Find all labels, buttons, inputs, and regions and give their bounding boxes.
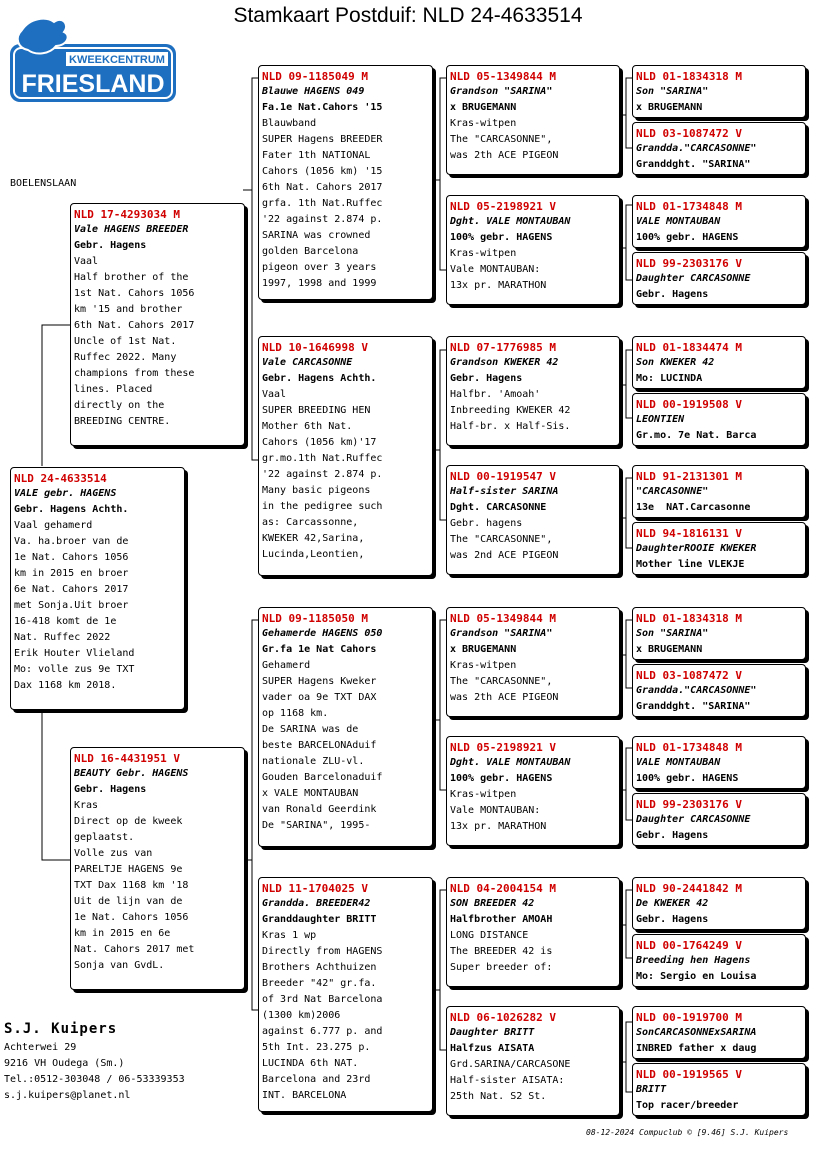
pedigree-card-gen4[interactable] xyxy=(632,877,806,930)
pigeon-info-line: Vaal gehamerd xyxy=(14,520,93,531)
pigeon-info-line: Ruffec 2022. Many xyxy=(74,352,177,363)
pigeon-name: Breeding hen Hagens xyxy=(636,955,751,966)
pigeon-info-line: Kras xyxy=(74,800,99,811)
ring-number: NLD 07-1776985 M xyxy=(450,341,556,354)
ring-number: NLD 05-1349844 M xyxy=(450,612,556,625)
pigeon-info-line: Mother 6th Nat. xyxy=(262,421,353,432)
pedigree-card-gen3[interactable] xyxy=(446,1006,620,1116)
pigeon-name: VALE gebr. HAGENS xyxy=(14,488,117,499)
pigeon-info-line: champions from these xyxy=(74,368,195,379)
pigeon-info-line: 100% gebr. HAGENS xyxy=(636,232,739,243)
pigeon-info-line: x BRUGEMANN xyxy=(450,644,517,655)
footer-credit: 08-12-2024 Compuclub © [9.46] S.J. Kuipers xyxy=(586,1128,789,1137)
pigeon-info-line: grfa. 1th Nat.Ruffec xyxy=(262,198,383,209)
ring-number: NLD 00-1919508 V xyxy=(636,398,742,411)
pigeon-info-line: nationale ZLU-vl. xyxy=(262,756,365,767)
pedigree-card-gen4[interactable] xyxy=(632,607,806,660)
pigeon-info-line: met Sonja.Uit broer xyxy=(14,600,129,611)
pigeon-info-line: Kras-witpen xyxy=(450,248,517,259)
pigeon-info-line: The "CARCASONNE", xyxy=(450,534,553,545)
ring-number: NLD 04-2004154 M xyxy=(450,882,556,895)
pigeon-info-line: km in 2015 en 6e xyxy=(74,928,171,939)
ring-number: NLD 06-1026282 V xyxy=(450,1011,556,1024)
pedigree-card-gen4[interactable] xyxy=(632,122,806,175)
pigeon-info-line: as: Carcassonne, xyxy=(262,517,359,528)
pigeon-name: Blauwe HAGENS 049 xyxy=(262,86,365,97)
pedigree-card-gen4[interactable] xyxy=(632,522,806,575)
pigeon-name: SonCARCASONNExSARINA xyxy=(636,1027,757,1038)
pigeon-info-line: Va. ha.broer van de xyxy=(14,536,129,547)
pigeon-info-line: Half-br. x Half-Sis. xyxy=(450,421,571,432)
pigeon-info-line: 6e Nat. Cahors 2017 xyxy=(14,584,129,595)
pigeon-info-line: 13x pr. MARATHON xyxy=(450,280,547,291)
pigeon-info-line: Fa.1e Nat.Cahors '15 xyxy=(262,102,383,113)
pigeon-info-line: Halfzus AISATA xyxy=(450,1043,535,1054)
owner-block xyxy=(4,1018,185,1104)
pigeon-info-line: Granddght. "SARINA" xyxy=(636,159,751,170)
pigeon-name: Son "SARINA" xyxy=(636,86,709,97)
pigeon-name: Dght. VALE MONTAUBAN xyxy=(450,757,571,768)
ring-number: NLD 01-1834318 M xyxy=(636,70,742,83)
pigeon-info-line: Cahors (1056 km)'17 xyxy=(262,437,377,448)
pigeon-info-line: Barcelona and 23rd xyxy=(262,1074,371,1085)
pigeon-info-line: 100% gebr. HAGENS xyxy=(450,773,553,784)
ring-number: NLD 05-2198921 V xyxy=(450,741,556,754)
ring-number: NLD 09-1185049 M xyxy=(262,70,368,83)
ring-number: NLD 17-4293034 M xyxy=(74,208,180,221)
pedigree-card-dam-sire[interactable] xyxy=(258,607,433,847)
ring-number: NLD 90-2441842 M xyxy=(636,882,742,895)
pigeon-info-line: Cahors (1056 km) '15 xyxy=(262,166,383,177)
pigeon-info-line: '22 against 2.874 p. xyxy=(262,214,383,225)
pigeon-info-line: x BRUGEMANN xyxy=(636,102,703,113)
pigeon-info-line: 1997, 1998 and 1999 xyxy=(262,278,377,289)
pigeon-info-line: Kras-witpen xyxy=(450,789,517,800)
pigeon-info-line: TXT Dax 1168 km '18 xyxy=(74,880,189,891)
pigeon-info-line: Direct op de kweek xyxy=(74,816,183,827)
ring-number: NLD 11-1704025 V xyxy=(262,882,368,895)
owner-address-line: 9216 VH Oudega (Sm.) xyxy=(4,1058,125,1069)
pigeon-info-line: against 6.777 p. and xyxy=(262,1026,383,1037)
pigeon-info-line: 1e Nat. Cahors 1056 xyxy=(14,552,129,563)
pigeon-info-line: SUPER BREEDING HEN xyxy=(262,405,371,416)
pigeon-info-line: Dax 1168 km 2018. xyxy=(14,680,117,691)
pigeon-info-line: Gouden Barcelonaduif xyxy=(262,772,383,783)
owner-email: s.j.kuipers@planet.nl xyxy=(4,1090,131,1101)
pigeon-info-line: Kras-witpen xyxy=(450,660,517,671)
pigeon-info-line: PARELTJE HAGENS 9e xyxy=(74,864,183,875)
pigeon-info-line: van Ronald Geerdink xyxy=(262,804,377,815)
pigeon-info-line: directly on the xyxy=(74,400,165,411)
pigeon-info-line: in the pedigree such xyxy=(262,501,383,512)
pigeon-name: Daughter CARCASONNE xyxy=(636,814,751,825)
pigeon-info-line: BREEDING CENTRE. xyxy=(74,416,171,427)
pigeon-name: BEAUTY Gebr. HAGENS xyxy=(74,768,189,779)
pigeon-info-line: Vaal xyxy=(262,389,287,400)
pigeon-info-line: vader oa 9e TXT DAX xyxy=(262,692,377,703)
pigeon-info-line: Grd.SARINA/CARCASONE xyxy=(450,1059,571,1070)
pigeon-info-line: Gebr. Hagens xyxy=(74,784,147,795)
pigeon-info-line: Gr.fa 1e Nat Cahors xyxy=(262,644,377,655)
pedigree-card-sire[interactable] xyxy=(70,203,245,446)
pedigree-card-dam[interactable] xyxy=(70,747,245,990)
pigeon-info-line: geplaatst. xyxy=(74,832,135,843)
pigeon-info-line: gr.mo.1th Nat.Ruffec xyxy=(262,453,383,464)
ring-number: NLD 10-1646998 V xyxy=(262,341,368,354)
pigeon-info-line: Vale MONTAUBAN: xyxy=(450,805,541,816)
ring-number: NLD 05-2198921 V xyxy=(450,200,556,213)
pigeon-info-line: 6th Nat. Cahors 2017 xyxy=(74,320,195,331)
pigeon-info-line: was 2th ACE PIGEON xyxy=(450,692,559,703)
pedigree-card-gen4[interactable] xyxy=(632,1006,806,1059)
pigeon-info-line: Granddaughter BRITT xyxy=(262,914,377,925)
pigeon-info-line: INBRED father x daug xyxy=(636,1043,757,1054)
pedigree-card-gen4[interactable] xyxy=(632,736,806,789)
pigeon-info-line: The BREEDER 42 is xyxy=(450,946,553,957)
pigeon-info-line: The "CARCASONNE", xyxy=(450,134,553,145)
pigeon-info-line: Kras-witpen xyxy=(450,118,517,129)
pedigree-card-subject[interactable] xyxy=(10,467,185,710)
ring-number: NLD 91-2131301 M xyxy=(636,470,742,483)
pigeon-info-line: Mo: Sergio en Louisa xyxy=(636,971,757,982)
pigeon-name: Gehamerde HAGENS 050 xyxy=(262,628,383,639)
pigeon-info-line: Directly from HAGENS xyxy=(262,946,383,957)
pigeon-info-line: lines. Placed xyxy=(74,384,153,395)
pedigree-card-sire-dam[interactable] xyxy=(258,336,433,576)
pigeon-info-line: Super breeder of: xyxy=(450,962,553,973)
pedigree-card-dam-dam[interactable] xyxy=(258,877,433,1112)
logo-main-text: FRIESLAND xyxy=(21,70,165,98)
pigeon-info-line: x VALE MONTAUBAN xyxy=(262,788,359,799)
pigeon-info-line: Halfbr. 'Amoah' xyxy=(450,389,541,400)
pigeon-info-line: Top racer/breeder xyxy=(636,1100,739,1111)
pigeon-info-line: Gebr. Hagens Achth. xyxy=(14,504,129,515)
pigeon-info-line: SUPER Hagens Kweker xyxy=(262,676,377,687)
pigeon-info-line: Lucinda,Leontien, xyxy=(262,549,365,560)
pigeon-info-line: '22 against 2.874 p. xyxy=(262,469,383,480)
pigeon-info-line: Uit de lijn van de xyxy=(74,896,183,907)
pigeon-info-line: 6th Nat. Cahors 2017 xyxy=(262,182,383,193)
pigeon-name: Grandson KWEKER 42 xyxy=(450,357,559,368)
pigeon-info-line: beste BARCELONAduif xyxy=(262,740,377,751)
pigeon-name: Vale CARCASONNE xyxy=(262,357,353,368)
pigeon-info-line: Many basic pigeons xyxy=(262,485,371,496)
pedigree-card-gen4[interactable] xyxy=(632,393,806,446)
pigeon-name: SON BREEDER 42 xyxy=(450,898,535,909)
pigeon-info-line: De SARINA was de xyxy=(262,724,359,735)
ring-number: NLD 03-1087472 V xyxy=(636,669,742,682)
pigeon-info-line: Sonja van GvdL. xyxy=(74,960,165,971)
pigeon-info-line: Halfbrother AMOAH xyxy=(450,914,553,925)
pigeon-info-line: Vaal xyxy=(74,256,99,267)
pigeon-info-line: Breeder "42" gr.fa. xyxy=(262,978,377,989)
ring-number: NLD 01-1834318 M xyxy=(636,612,742,625)
pedigree-card-gen4[interactable] xyxy=(632,252,806,305)
ring-number: NLD 03-1087472 V xyxy=(636,127,742,140)
pedigree-card-gen3[interactable] xyxy=(446,877,620,987)
pigeon-name: VALE MONTAUBAN xyxy=(636,216,721,227)
pedigree-card-gen3[interactable] xyxy=(446,195,620,305)
pigeon-info-line: Half brother of the xyxy=(74,272,189,283)
pigeon-info-line: Mo: volle zus 9e TXT xyxy=(14,664,135,675)
logo-top-text: KWEEKCENTRUM xyxy=(69,54,165,66)
pigeon-info-line: INT. BARCELONA xyxy=(262,1090,347,1101)
ring-number: NLD 00-1919547 V xyxy=(450,470,556,483)
pigeon-info-line: Mo: LUCINDA xyxy=(636,373,703,384)
pigeon-name: Half-sister SARINA xyxy=(450,486,559,497)
pigeon-info-line: Gr.mo. 7e Nat. Barca xyxy=(636,430,757,441)
pigeon-info-line: (1300 km)2006 xyxy=(262,1010,341,1021)
pedigree-card-gen3[interactable] xyxy=(446,465,620,575)
pigeon-info-line: Mother line VLEKJE xyxy=(636,559,745,570)
pigeon-info-line: Nat. Ruffec 2022 xyxy=(14,632,111,643)
pigeon-info-line: Granddght. "SARINA" xyxy=(636,701,751,712)
ring-number: NLD 99-2303176 V xyxy=(636,798,742,811)
pedigree-card-gen3[interactable] xyxy=(446,607,620,717)
pigeon-name: Daughter BRITT xyxy=(450,1027,535,1038)
ring-number: NLD 99-2303176 V xyxy=(636,257,742,270)
pedigree-card-gen4[interactable] xyxy=(632,336,806,389)
pigeon-name: Dght. VALE MONTAUBAN xyxy=(450,216,571,227)
ring-number: NLD 24-4633514 xyxy=(14,472,107,485)
pigeon-info-line: The "CARCASONNE", xyxy=(450,676,553,687)
owner-name: S.J. Kuipers xyxy=(4,1021,118,1037)
pigeon-info-line: 13e NAT.Carcasonne xyxy=(636,502,751,513)
pigeon-info-line: Uncle of 1st Nat. xyxy=(74,336,177,347)
pedigree-card-gen4[interactable] xyxy=(632,934,806,987)
pigeon-info-line: LUCINDA 6th NAT. xyxy=(262,1058,359,1069)
pigeon-info-line: 16-418 komt de 1e xyxy=(14,616,117,627)
owner-phone: Tel.:0512-303048 / 06-53339353 xyxy=(4,1074,185,1085)
pigeon-info-line: Half-sister AISATA: xyxy=(450,1075,565,1086)
ring-number: NLD 00-1764249 V xyxy=(636,939,742,952)
pigeon-info-line: Nat. Cahors 2017 met xyxy=(74,944,195,955)
pigeon-info-line: Erik Houter Vlieland xyxy=(14,648,135,659)
pigeon-info-line: 1st Nat. Cahors 1056 xyxy=(74,288,195,299)
pedigree-card-gen3[interactable] xyxy=(446,336,620,446)
ring-number: NLD 00-1919700 M xyxy=(636,1011,742,1024)
pigeon-info-line: Blauwband xyxy=(262,118,317,129)
ring-number: NLD 94-1816131 V xyxy=(636,527,742,540)
pigeon-info-line: Gehamerd xyxy=(262,660,311,671)
location-label: BOELENSLAAN xyxy=(10,178,77,189)
pedigree-card-gen3[interactable] xyxy=(446,65,620,175)
pigeon-info-line: Gebr. Hagens Achth. xyxy=(262,373,377,384)
owner-address-line: Achterwei 29 xyxy=(4,1042,77,1053)
pigeon-info-line: Gebr. Hagens xyxy=(74,240,147,251)
pigeon-info-line: De "SARINA", 1995- xyxy=(262,820,371,831)
ring-number: NLD 16-4431951 V xyxy=(74,752,180,765)
pigeon-info-line: 100% gebr. HAGENS xyxy=(450,232,553,243)
ring-number: NLD 01-1834474 M xyxy=(636,341,742,354)
pigeon-info-line: Vale MONTAUBAN: xyxy=(450,264,541,275)
pigeon-info-line: x BRUGEMANN xyxy=(636,644,703,655)
pigeon-name: "CARCASONNE" xyxy=(636,486,709,497)
pigeon-name: De KWEKER 42 xyxy=(636,898,709,909)
pigeon-name: Grandda."CARCASONNE" xyxy=(636,143,757,154)
pigeon-info-line: km in 2015 en broer xyxy=(14,568,129,579)
pedigree-card-sire-sire[interactable] xyxy=(258,65,433,300)
pigeon-info-line: Fater 1th NATIONAL xyxy=(262,150,371,161)
pigeon-name: Grandson "SARINA" xyxy=(450,628,553,639)
ring-number: NLD 00-1919565 V xyxy=(636,1068,742,1081)
ring-number: NLD 01-1734848 M xyxy=(636,741,742,754)
pigeon-info-line: 1e Nat. Cahors 1056 xyxy=(74,912,189,923)
ring-number: NLD 01-1734848 M xyxy=(636,200,742,213)
pigeon-name: VALE MONTAUBAN xyxy=(636,757,721,768)
pigeon-info-line: 5th Int. 23.275 p. xyxy=(262,1042,371,1053)
pigeon-info-line: of 3rd Nat Barcelona xyxy=(262,994,383,1005)
pedigree-card-gen4[interactable] xyxy=(632,1063,806,1116)
pigeon-name: BRITT xyxy=(636,1084,667,1095)
pigeon-info-line: SUPER Hagens BREEDER xyxy=(262,134,383,145)
pigeon-info-line: Brothers Achthuizen xyxy=(262,962,377,973)
pigeon-info-line: LONG DISTANCE xyxy=(450,930,529,941)
pigeon-info-line: golden Barcelona xyxy=(262,246,359,257)
pigeon-name: Son KWEKER 42 xyxy=(636,357,715,368)
pigeon-info-line: op 1168 km. xyxy=(262,708,329,719)
pigeon-name: DaughterROOIE KWEKER xyxy=(636,543,757,554)
pigeon-info-line: km '15 and brother xyxy=(74,304,183,315)
pigeon-name: Grandson "SARINA" xyxy=(450,86,553,97)
ring-number: NLD 09-1185050 M xyxy=(262,612,368,625)
pedigree-card-gen4[interactable] xyxy=(632,65,806,118)
pedigree-card-gen4[interactable] xyxy=(632,793,806,846)
ring-number: NLD 05-1349844 M xyxy=(450,70,556,83)
pigeon-info-line: Gebr. hagens xyxy=(450,518,523,529)
pigeon-info-line: 13x pr. MARATHON xyxy=(450,821,547,832)
pigeon-info-line: Kras 1 wp xyxy=(262,930,317,941)
pedigree-card-gen4[interactable] xyxy=(632,195,806,248)
pigeon-info-line: KWEKER 42,Sarina, xyxy=(262,533,365,544)
pigeon-info-line: pigeon over 3 years xyxy=(262,262,377,273)
pedigree-card-gen4[interactable] xyxy=(632,465,806,518)
pigeon-info-line: Gebr. Hagens xyxy=(636,289,709,300)
pigeon-name: Grandda. BREEDER42 xyxy=(262,898,371,909)
pigeon-info-line: Gebr. Hagens xyxy=(450,373,523,384)
pigeon-info-line: SARINA was crowned xyxy=(262,230,371,241)
pigeon-name: LEONTIEN xyxy=(636,414,685,425)
pigeon-name: Daughter CARCASONNE xyxy=(636,273,751,284)
pigeon-name: Vale HAGENS BREEDER xyxy=(74,224,189,235)
pigeon-info-line: Inbreeding KWEKER 42 xyxy=(450,405,571,416)
pedigree-card-gen3[interactable] xyxy=(446,736,620,846)
pigeon-info-line: Gebr. Hagens xyxy=(636,830,709,841)
pigeon-info-line: Gebr. Hagens xyxy=(636,914,709,925)
pigeon-info-line: Dght. CARCASONNE xyxy=(450,502,547,513)
pigeon-name: Grandda."CARCASONNE" xyxy=(636,685,757,696)
pigeon-info-line: 25th Nat. S2 St. xyxy=(450,1091,547,1102)
page-title: Stamkaart Postduif: NLD 24-4633514 xyxy=(233,4,583,27)
pigeon-name: Son "SARINA" xyxy=(636,628,709,639)
pigeon-info-line: 100% gebr. HAGENS xyxy=(636,773,739,784)
pedigree-card-gen4[interactable] xyxy=(632,664,806,717)
pigeon-info-line: was 2nd ACE PIGEON xyxy=(450,550,559,561)
pigeon-info-line: was 2th ACE PIGEON xyxy=(450,150,559,161)
pigeon-info-line: x BRUGEMANN xyxy=(450,102,517,113)
pigeon-info-line: Volle zus van xyxy=(74,848,153,859)
